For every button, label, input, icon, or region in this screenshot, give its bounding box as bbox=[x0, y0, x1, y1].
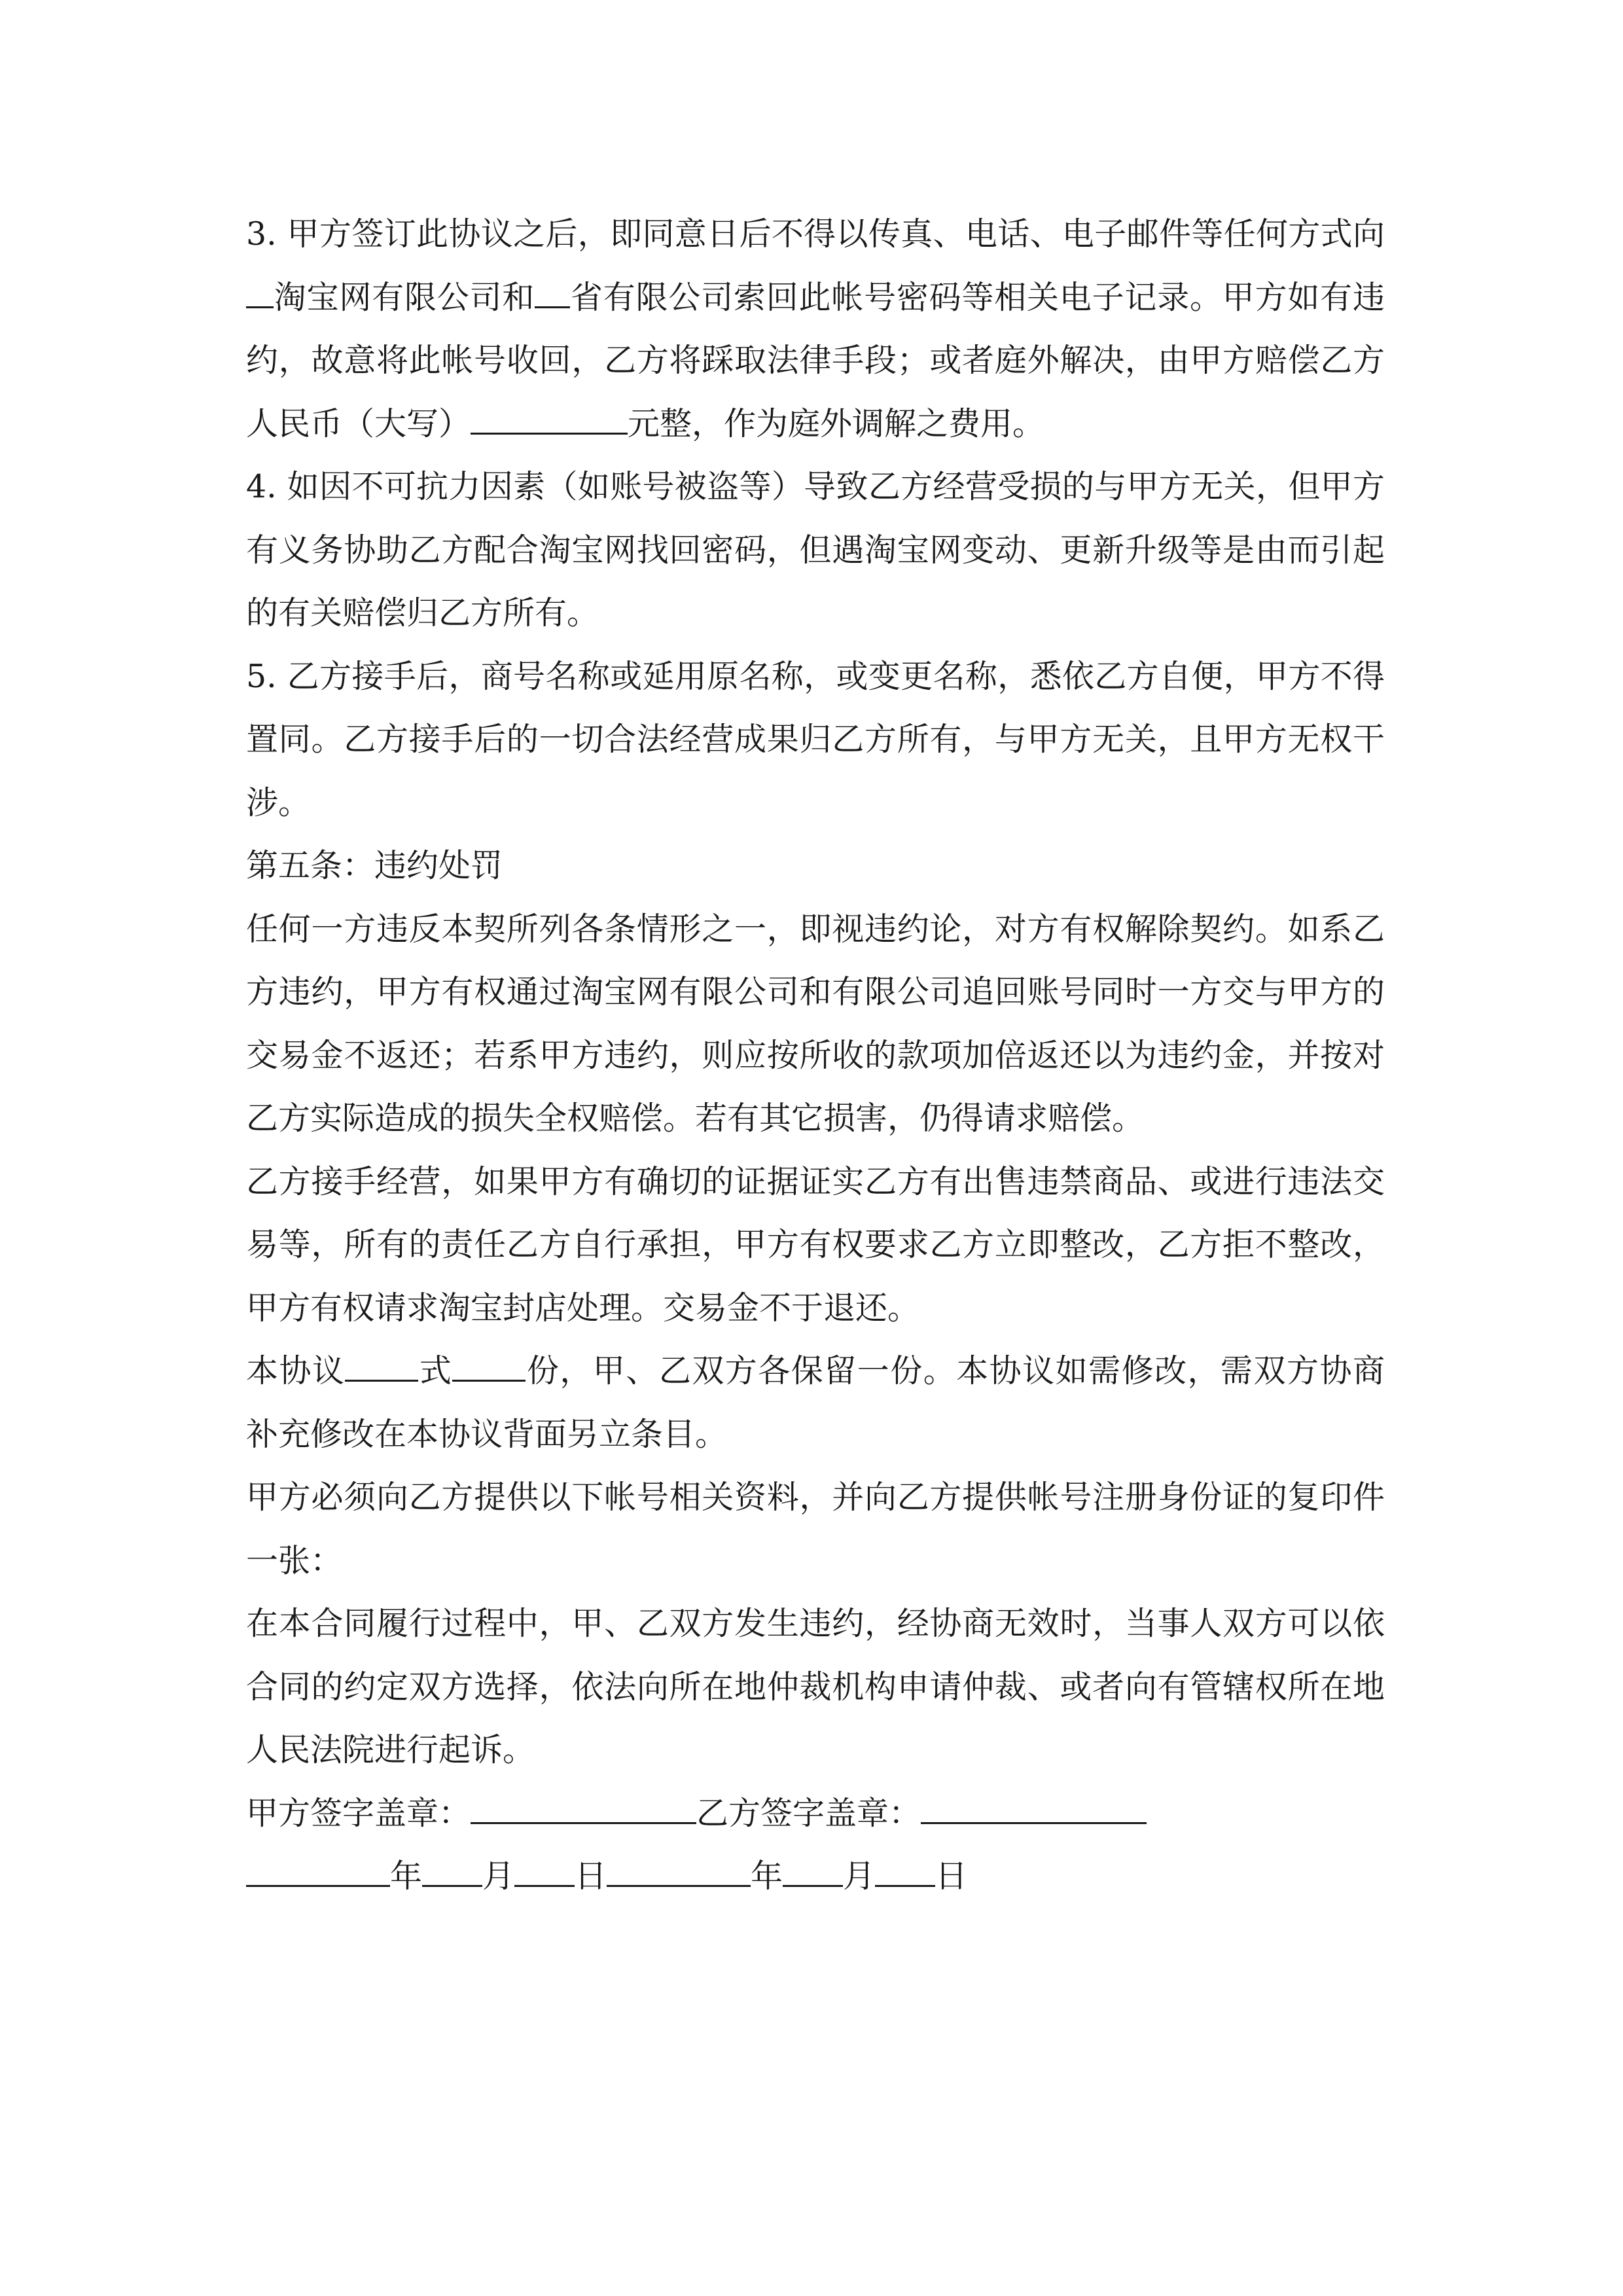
copies-text-1: 本协议 bbox=[246, 1352, 346, 1390]
clause-3-text-4: 元整，作为庭外调解之费用。 bbox=[628, 404, 1045, 442]
date-line bbox=[246, 1845, 1385, 1909]
document-body bbox=[246, 203, 1385, 1909]
clause-4: 4. 如因不可抗力因素（如账号被盗等）导致乙方经营受损的与甲方无关，但甲方有义务协助乙方配合淘宝网找回密码，但遇淘宝网变动、更新升级等是由而引起的有关赔偿归乙方所有。 bbox=[246, 468, 1385, 632]
party-a-month-label: 月 bbox=[482, 1857, 515, 1895]
blank-amount bbox=[471, 397, 628, 435]
party-b-month-label: 月 bbox=[843, 1857, 876, 1895]
party-b-year-blank bbox=[607, 1850, 751, 1887]
paragraph-operation: 乙方接手经营，如果甲方有确切的证据证实乙方有出售违禁商品、或进行违法交易等，所有的责任乙方自行承担，甲方有权要求乙方立即整改，乙方拒不整改，甲方有权请求淘宝封店处理。交易金不于退还。 bbox=[246, 1162, 1385, 1327]
blank-copies-count bbox=[452, 1344, 526, 1382]
paragraph-dispute: 在本合同履行过程中，甲、乙双方发生违约，经协商无效时，当事人双方可以依合同的约定双方选择，依法向所在地仲裁机构申请仲裁、或者向有管辖权所在地人民法院进行起诉。 bbox=[246, 1605, 1385, 1768]
party-b-signature-label: 乙方签字盖章： bbox=[696, 1794, 921, 1832]
clause-3-text-2: 淘宝网有限公司和 bbox=[274, 278, 535, 316]
party-b-month-blank bbox=[783, 1850, 843, 1887]
party-b-signature-blank bbox=[921, 1787, 1147, 1824]
clause-3-text-1: 3. 甲方签订此协议之后，即同意日后不得以传真、电话、电子邮件等任何方式向 bbox=[246, 215, 1385, 253]
party-a-year-label: 年 bbox=[390, 1857, 423, 1895]
paragraph-breach: 任何一方违反本契所列各条情形之一，即视违约论，对方有权解除契约。如系乙方违约，甲方有权通过淘宝网有限公司和有限公司追回账号同时一方交与甲方的交易金不返还；若系甲方违约，则应按所收的款项加倍返还以为违约金，并按对乙方实际造成的损失全权赔偿。若有其它损害，仍得请求赔偿。 bbox=[246, 910, 1385, 1137]
party-a-day-label: 日 bbox=[575, 1857, 607, 1895]
party-a-signature-blank bbox=[471, 1787, 696, 1824]
paragraph-materials: 甲方必须向乙方提供以下帐号相关资料，并向乙方提供帐号注册身份证的复印件一张： bbox=[246, 1479, 1385, 1579]
paragraph-copies bbox=[246, 1340, 1385, 1466]
blank-copies-form bbox=[345, 1344, 418, 1382]
party-b-day-label: 日 bbox=[935, 1857, 968, 1895]
signature-line bbox=[246, 1782, 1385, 1846]
blank-province-name bbox=[535, 271, 570, 308]
clause-5: 5. 乙方接手后，商号名称或延用原名称，或变更名称，悉依乙方自便，甲方不得置同。乙方接手后的一切合法经营成果归乙方所有，与甲方无关，且甲方无权干涉。 bbox=[246, 657, 1385, 821]
party-b-day-blank bbox=[875, 1850, 935, 1887]
party-a-month-blank bbox=[422, 1850, 482, 1887]
copies-text-3: 份，甲、乙双方各保留一份。本协议如需修改，需双方协商补充修改在本协议背面另立条目。 bbox=[246, 1352, 1385, 1453]
copies-text-2: 式 bbox=[418, 1352, 453, 1390]
party-a-year-blank bbox=[246, 1850, 390, 1887]
party-a-day-blank bbox=[514, 1850, 575, 1887]
party-a-signature-label: 甲方签字盖章： bbox=[246, 1794, 471, 1832]
article-5-title: 第五条：违约处罚 bbox=[246, 847, 503, 884]
blank-company-name bbox=[246, 271, 274, 308]
clause-3-text-3: 省有限公司索回此帐号密码等相关电子记录。甲方如有违约，故意将此帐号收回，乙方将踩取法律手段；或者庭外解决，由甲方赔偿乙方人民币（大写） bbox=[246, 278, 1385, 442]
clause-3 bbox=[246, 203, 1385, 456]
party-b-year-label: 年 bbox=[751, 1857, 783, 1895]
